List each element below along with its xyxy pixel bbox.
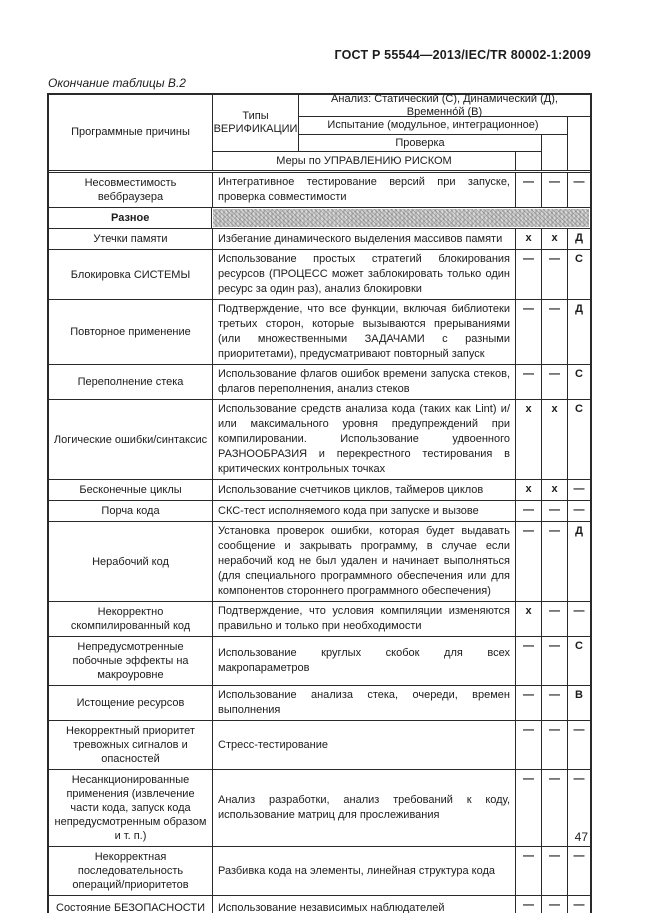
table-row (49, 720, 590, 769)
measure-text: СКС-тест исполняемого кода при запуске и вызове (218, 504, 479, 517)
cause-cell: Некорректно скомпилированный код (49, 602, 213, 636)
measure-cell (213, 637, 516, 685)
testing-mark-cell: — (542, 250, 568, 299)
header-inspection-band: Проверка (299, 135, 542, 152)
analysis-mark-cell: — (516, 173, 542, 207)
testing-mark-cell: — (542, 602, 568, 636)
header-column-divider (541, 152, 542, 170)
cause-cell: Некорректная последовательность операций/приоритетов (49, 847, 213, 895)
measure-text: Избегание динамического выделения массивов памяти (218, 232, 503, 245)
inspection-mark-cell: С (575, 640, 583, 652)
cause-cell: Порча кода (49, 501, 213, 521)
analysis-mark-cell: — (516, 501, 542, 521)
inspection-mark-cell: — (573, 899, 585, 911)
cause-cell: Непредусмотренные побочные эффекты на макроуровне (49, 637, 213, 685)
table-caption: Окончание таблицы В.2 (48, 76, 186, 90)
inspection-mark-cell: — (573, 773, 585, 785)
testing-mark-cell: — (542, 686, 568, 720)
analysis-mark-cell: — (516, 250, 542, 299)
table-row (49, 364, 590, 399)
analysis-mark-cell: х (516, 229, 542, 249)
analysis-mark-cell: — (516, 365, 542, 399)
testing-mark-cell: х (542, 400, 568, 479)
table-row (49, 601, 590, 636)
cause-cell: Состояние БЕЗОПАСНОСТИ (49, 896, 213, 913)
cause-cell: Несовместимость веббраузера (49, 173, 213, 207)
measure-text: Использование анализа стека, очереди, времен выполнения (218, 689, 510, 716)
cause-cell: Утечки памяти (49, 229, 213, 249)
analysis-mark-cell: — (516, 770, 542, 846)
table-b2 (47, 93, 592, 913)
measure-text: Использование простых стратегий блокирования ресурсов (ПРОЦЕСС может заблокировать только один ресурс за один раз), анализ блокировки (218, 253, 510, 295)
measure-cell (213, 522, 516, 601)
measure-cell (213, 400, 516, 479)
measure-text: Использование независимых наблюдателей (218, 901, 445, 913)
testing-mark-cell: — (542, 300, 568, 364)
table-header (49, 92, 590, 173)
measure-text: Стресс-тестирование (218, 738, 329, 751)
header-column-divider (567, 135, 568, 170)
table-row (49, 895, 590, 913)
measure-text: Подтверждение, что все функции, включая библиотеки третьих сторон, которые вызываются прерываниями (или множественными ЗАДАЧАМИ с разными приоритетами), предусматривают повторный запуск (218, 303, 510, 360)
measure-text: Использование флагов ошибок времени запуска стеков, флагов переполнения, анализ стеков (218, 368, 510, 395)
testing-mark-cell: — (542, 365, 568, 399)
inspection-mark-cell: С (575, 368, 583, 380)
inspection-mark-cell: — (573, 724, 585, 736)
header-testing-band: Испытание (модульное, интеграционное) (299, 117, 568, 135)
cause-cell: Повторное применение (49, 300, 213, 364)
cause-cell: Блокировка СИСТЕМЫ (49, 250, 213, 299)
measure-cell (213, 686, 516, 720)
table-row (49, 399, 590, 479)
hatched-placeholder-cell (213, 209, 589, 227)
table-row (49, 500, 590, 521)
testing-mark-cell: — (542, 847, 568, 895)
testing-mark-cell: — (542, 501, 568, 521)
table-row (49, 228, 590, 249)
table-row (49, 207, 590, 228)
testing-mark-cell: — (542, 522, 568, 601)
analysis-mark-cell: — (516, 721, 542, 769)
measure-cell (213, 480, 516, 500)
measure-text: Установка проверок ошибки, которая будет выдавать сообщение и закрывать программу, в случае если нерабочий код не был удален и начинает выполняться (для специального программного обеспечения или для компонентов стороннего программного обеспечения) (218, 525, 510, 597)
table-row (49, 173, 590, 207)
measure-text: Интегративное тестирование версий при запуске, проверка совместимости (218, 176, 510, 203)
measure-text: Анализ разработки, анализ требований к коду, использование матриц для прослеживания (218, 794, 510, 821)
inspection-mark-cell: — (573, 176, 585, 188)
measure-text: Разбивка кода на элементы, линейная структура кода (218, 864, 496, 877)
header-risk-measures-band: Меры по УПРАВЛЕНИЮ РИСКОМ (213, 152, 516, 170)
measure-text: Подтверждение, что условия компиляции изменяются правильно и только при необходимости (218, 605, 510, 632)
analysis-mark-cell: — (516, 896, 542, 913)
analysis-mark-cell: х (516, 400, 542, 479)
table-row (49, 769, 590, 846)
measure-text: Использование счетчиков циклов, таймеров циклов (218, 483, 484, 496)
cause-cell: Разное (49, 208, 212, 228)
testing-mark-cell: х (542, 229, 568, 249)
measure-cell (213, 847, 516, 895)
analysis-mark-cell: — (516, 637, 542, 685)
inspection-mark-cell: Д (575, 303, 583, 315)
cause-cell: Логические ошибки/синтаксис (49, 400, 213, 479)
table-row (49, 846, 590, 895)
inspection-mark-cell: Д (575, 525, 583, 537)
inspection-mark-cell: Д (575, 232, 583, 244)
analysis-mark-cell: х (516, 480, 542, 500)
measure-cell (213, 501, 516, 521)
table-body (49, 173, 590, 913)
table-row (49, 521, 590, 601)
testing-mark-cell: — (542, 173, 568, 207)
measure-cell (213, 250, 516, 299)
testing-mark-cell: — (542, 721, 568, 769)
measure-text: Использование круглых скобок для всех макропараметров (218, 647, 510, 674)
testing-mark-cell: х (542, 480, 568, 500)
table-row (49, 636, 590, 685)
analysis-mark-cell: — (516, 847, 542, 895)
analysis-mark-cell: — (516, 522, 542, 601)
measure-cell (213, 365, 516, 399)
header-causes: Программные причины (49, 95, 213, 170)
measure-cell (213, 300, 516, 364)
measure-text: Использование средств анализа кода (таких как Lint) и/или максимального уровня предупреждений при компилировании. Использование удвоенного РАЗНООБРАЗИЯ и перекрестного тестирования в критических контрольных точках (218, 403, 510, 475)
table-row (49, 249, 590, 299)
header-verification-types: Типы ВЕРИФИКАЦИИ (213, 95, 299, 152)
testing-mark-cell: — (542, 770, 568, 846)
inspection-mark-cell: С (575, 253, 583, 265)
page-number: 47 (574, 830, 588, 844)
measure-cell (213, 896, 516, 913)
inspection-mark-cell: — (573, 504, 585, 516)
measure-cell (213, 602, 516, 636)
cause-cell: Некорректный приоритет тревожных сигналов и опасностей (49, 721, 213, 769)
analysis-mark-cell: х (516, 602, 542, 636)
inspection-mark-cell: — (573, 483, 585, 495)
header-analysis-band: Анализ: Статический (С), Динамический (Д), Временно́й (В) (299, 95, 590, 117)
cause-cell: Переполнение стека (49, 365, 213, 399)
analysis-mark-cell: — (516, 686, 542, 720)
testing-mark-cell: — (542, 637, 568, 685)
measure-cell (213, 173, 516, 207)
standard-reference: ГОСТ Р 55544—2013/IEC/TR 80002-1:2009 (334, 48, 591, 62)
table-row (49, 685, 590, 720)
measure-cell (213, 229, 516, 249)
cause-cell: Нерабочий код (49, 522, 213, 601)
inspection-mark-cell: С (575, 403, 583, 415)
cause-cell: Несанкционированные применения (извлечение части кода, запуск кода непредусмотренным образом и т. п.) (49, 770, 213, 846)
table-row (49, 299, 590, 364)
cause-cell: Бесконечные циклы (49, 480, 213, 500)
table-row (49, 479, 590, 500)
measure-cell (213, 770, 516, 846)
inspection-mark-cell: — (573, 605, 585, 617)
analysis-mark-cell: — (516, 300, 542, 364)
inspection-mark-cell: В (575, 689, 583, 701)
cause-cell: Истощение ресурсов (49, 686, 213, 720)
testing-mark-cell: — (542, 896, 568, 913)
measure-cell (213, 721, 516, 769)
inspection-mark-cell: — (573, 850, 585, 862)
